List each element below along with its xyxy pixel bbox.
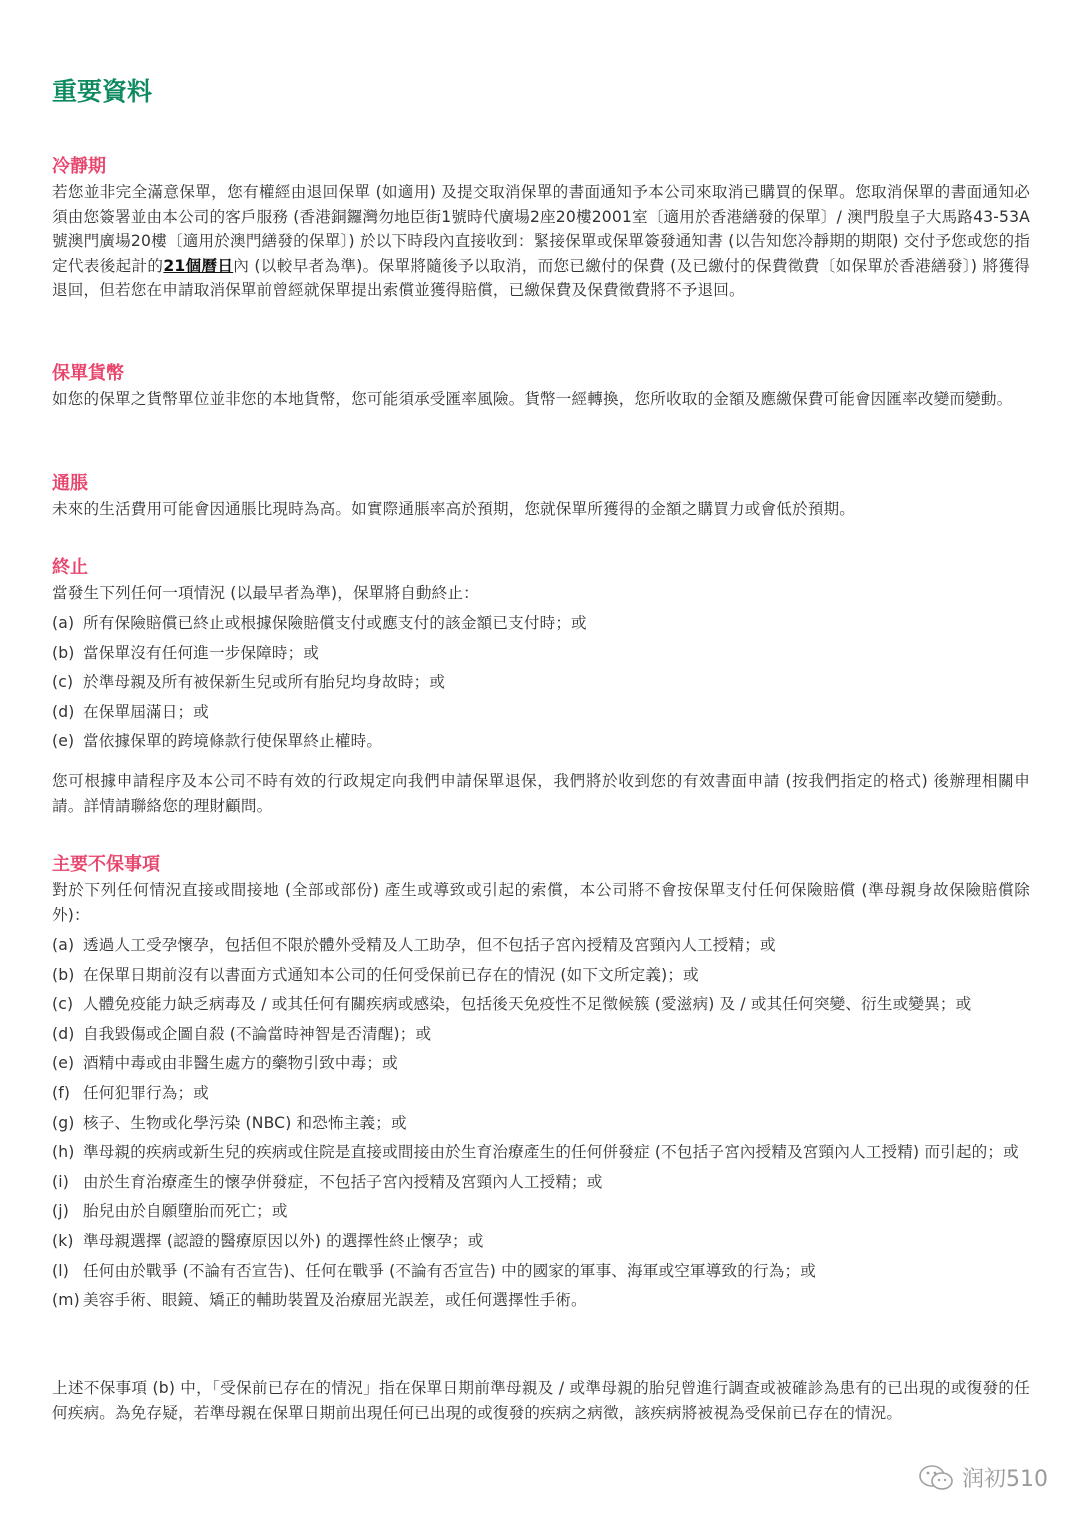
exclusion-item-marker: (f) [52, 1083, 71, 1102]
exclusion-item-marker: (h) [52, 1143, 75, 1162]
exclusions-list [52, 933, 1030, 1313]
termination-item-marker: (e) [52, 732, 75, 751]
exclusion-item-text: 胎兒由於自願墮胎而死亡；或 [83, 1202, 288, 1221]
termination-item [52, 670, 1030, 695]
page-title: 重要資料 [52, 77, 153, 106]
exclusion-item-text: 準母親的疾病或新生兒的疾病或住院是直接或間接由於生育治療產生的任何併發症 (不包括子宮內授精及宮頸內人工授精) 而引起的；或 [83, 1143, 1019, 1162]
policy-currency-heading: 保單貨幣 [52, 363, 124, 384]
termination-list [52, 611, 1030, 754]
exclusion-item-marker: (b) [52, 965, 75, 984]
termination-item [52, 700, 1030, 725]
exclusion-item-text: 核子、生物或化學污染 (NBC) 和恐怖主義；或 [83, 1113, 407, 1132]
policy-currency-text: 如您的保單之貨幣單位並非您的本地貨幣，您可能須承受匯率風險。貨幣一經轉換，您所收取的金額及應繳保費可能會因匯率改變而變動。 [52, 390, 1013, 408]
termination-item-text: 當依據保單的跨境條款行使保單終止權時。 [83, 732, 383, 751]
exclusion-item [52, 1288, 1030, 1313]
cooling-period-heading: 冷靜期 [52, 156, 106, 177]
exclusion-item-marker: (m) [52, 1291, 80, 1310]
exclusions-heading: 主要不保事項 [52, 854, 160, 875]
exclusion-item-marker: (d) [52, 1024, 75, 1043]
watermark-text: 润初510 [962, 1467, 1048, 1492]
exclusion-item-text: 人體免疫能力缺乏病毒及 / 或其任何有關疾病或感染，包括後天免疫性不足徵候簇 (愛滋病) 及 / 或其任何突變、衍生或變異；或 [83, 995, 972, 1014]
exclusion-item [52, 1199, 1030, 1224]
inflation-heading: 通脹 [52, 473, 88, 494]
termination-item-marker: (c) [52, 673, 74, 692]
exclusion-item-marker: (a) [52, 936, 75, 954]
exclusion-item-marker: (g) [52, 1113, 75, 1132]
exclusion-item [52, 933, 1030, 958]
exclusion-item [52, 1022, 1030, 1047]
exclusion-item-text: 任何由於戰爭 (不論有否宣告)、任何在戰爭 (不論有否宣告) 中的國家的軍事、海軍或空軍導致的行為；或 [83, 1261, 816, 1280]
exclusion-item-text: 美容手術、眼鏡、矯正的輔助裝置及治療屈光誤差，或任何選擇性手術。 [83, 1291, 587, 1310]
exclusion-item-marker: (c) [52, 995, 74, 1014]
exclusions-closing: 上述不保事項 (b) 中，「受保前已存在的情況」指在保單日期前準母親及 / 或準母親的胎兒曾進行調查或被確診為患有的已出現的或復發的任何疾病。為免存疑，若準母親在保單日期前出現任何已出現的或復發的疾病之病徵，該疾病將被視為受保前已存在的情況。 [52, 1379, 1030, 1422]
termination-item [52, 729, 1030, 754]
exclusion-item-marker: (k) [52, 1231, 74, 1250]
exclusion-item [52, 1081, 1030, 1106]
exclusion-item-text: 由於生育治療產生的懷孕併發症，不包括子宮內授精及宮頸內人工授精；或 [83, 1172, 603, 1191]
exclusion-item-marker: (l) [52, 1261, 69, 1280]
exclusion-item [52, 1170, 1030, 1195]
termination-item-marker: (a) [52, 614, 75, 632]
termination-item-marker: (b) [52, 643, 75, 662]
exclusion-item-text: 酒精中毒或由非醫生處方的藥物引致中毒；或 [83, 1054, 398, 1073]
termination-item-text: 於準母親及所有被保新生兒或所有胎兒均身故時；或 [83, 673, 446, 692]
exclusion-item-marker: (e) [52, 1054, 75, 1073]
exclusion-item-text: 任何犯罪行為；或 [83, 1083, 209, 1102]
cooling-period-text: 若您並非完全滿意保單，您有權經由退回保單 (如適用) 及提交取消保單的書面通知予本公司來取消已購買的保單。您取消保單的書面通知必須由您簽署並由本公司的客戶服務 (香港銅鑼灣勿地臣街1號時代廣場2座20樓2001室〔適用於香港繕發的保單〕/ 澳門殷皇子大馬路43-53A號澳門廣場20樓〔適用於澳門繕發的保單〕) 於以下時段內直接收到：緊接保單或保單簽發通知書 (以告知您冷靜期的期限) 交付予您或您的指定代表後起計的21個曆日內 (以較早者為準)。保單將隨後予以取消，而您已繳付的保費 (及已繳付的保費徵費〔如保單於香港繕發〕) 將獲得退回，但若您在申請取消保單前曾經就保單提出索償並獲得賠償，已繳保費及保費徵費將不予退回。 [52, 183, 1030, 300]
exclusion-item [52, 1259, 1030, 1284]
exclusion-item [52, 963, 1030, 988]
exclusion-item [52, 992, 1030, 1017]
termination-item-text: 所有保險賠償已終止或根據保險賠償支付或應支付的該金額已支付時；或 [83, 614, 587, 632]
exclusions-intro: 對於下列任何情況直接或間接地 (全部或部份) 產生或導致或引起的索償，本公司將不會按保單支付任何保險賠償 (準母親身故保險賠償除外)： [52, 881, 1030, 924]
exclusion-item [52, 1051, 1030, 1076]
termination-item-text: 當保單沒有任何進一步保障時；或 [83, 643, 320, 662]
cooling-period-days: 21個曆日 [163, 256, 234, 275]
watermark [918, 1462, 1048, 1493]
inflation-text: 未來的生活費用可能會因通脹比現時為高。如實際通脹率高於預期，您就保單所獲得的金額之購買力或會低於預期。 [52, 500, 855, 518]
exclusion-item-text: 透過人工受孕懷孕，包括但不限於體外受精及人工助孕，但不包括子宮內授精及宮頸內人工授精；或 [83, 936, 776, 954]
exclusion-item-text: 準母親選擇 (認證的醫療原因以外) 的選擇性終止懷孕；或 [83, 1231, 484, 1250]
exclusion-item [52, 1229, 1030, 1254]
termination-item [52, 641, 1030, 666]
exclusion-item [52, 1111, 1030, 1136]
termination-item-marker: (d) [52, 702, 75, 721]
termination-closing: 您可根據申請程序及本公司不時有效的行政規定向我們申請保單退保，我們將於收到您的有效書面申請 (按我們指定的格式) 後辦理相關申請。詳情請聯絡您的理財顧問。 [52, 772, 1030, 815]
termination-item-text: 在保單屆滿日；或 [83, 702, 209, 721]
termination-item [52, 611, 1030, 636]
exclusion-item-marker: (j) [52, 1202, 69, 1221]
exclusion-item-text: 在保單日期前沒有以書面方式通知本公司的任何受保前已存在的情況 (如下文所定義)；或 [83, 965, 699, 984]
exclusion-item-text: 自我毀傷或企圖自殺 (不論當時神智是否清醒)；或 [83, 1024, 432, 1043]
termination-heading: 終止 [52, 557, 88, 578]
exclusion-item [52, 1140, 1030, 1165]
exclusion-item-marker: (i) [52, 1172, 69, 1191]
termination-intro: 當發生下列任何一項情況 (以最早者為準)，保單將自動終止： [52, 584, 479, 602]
wechat-icon [918, 1464, 954, 1492]
